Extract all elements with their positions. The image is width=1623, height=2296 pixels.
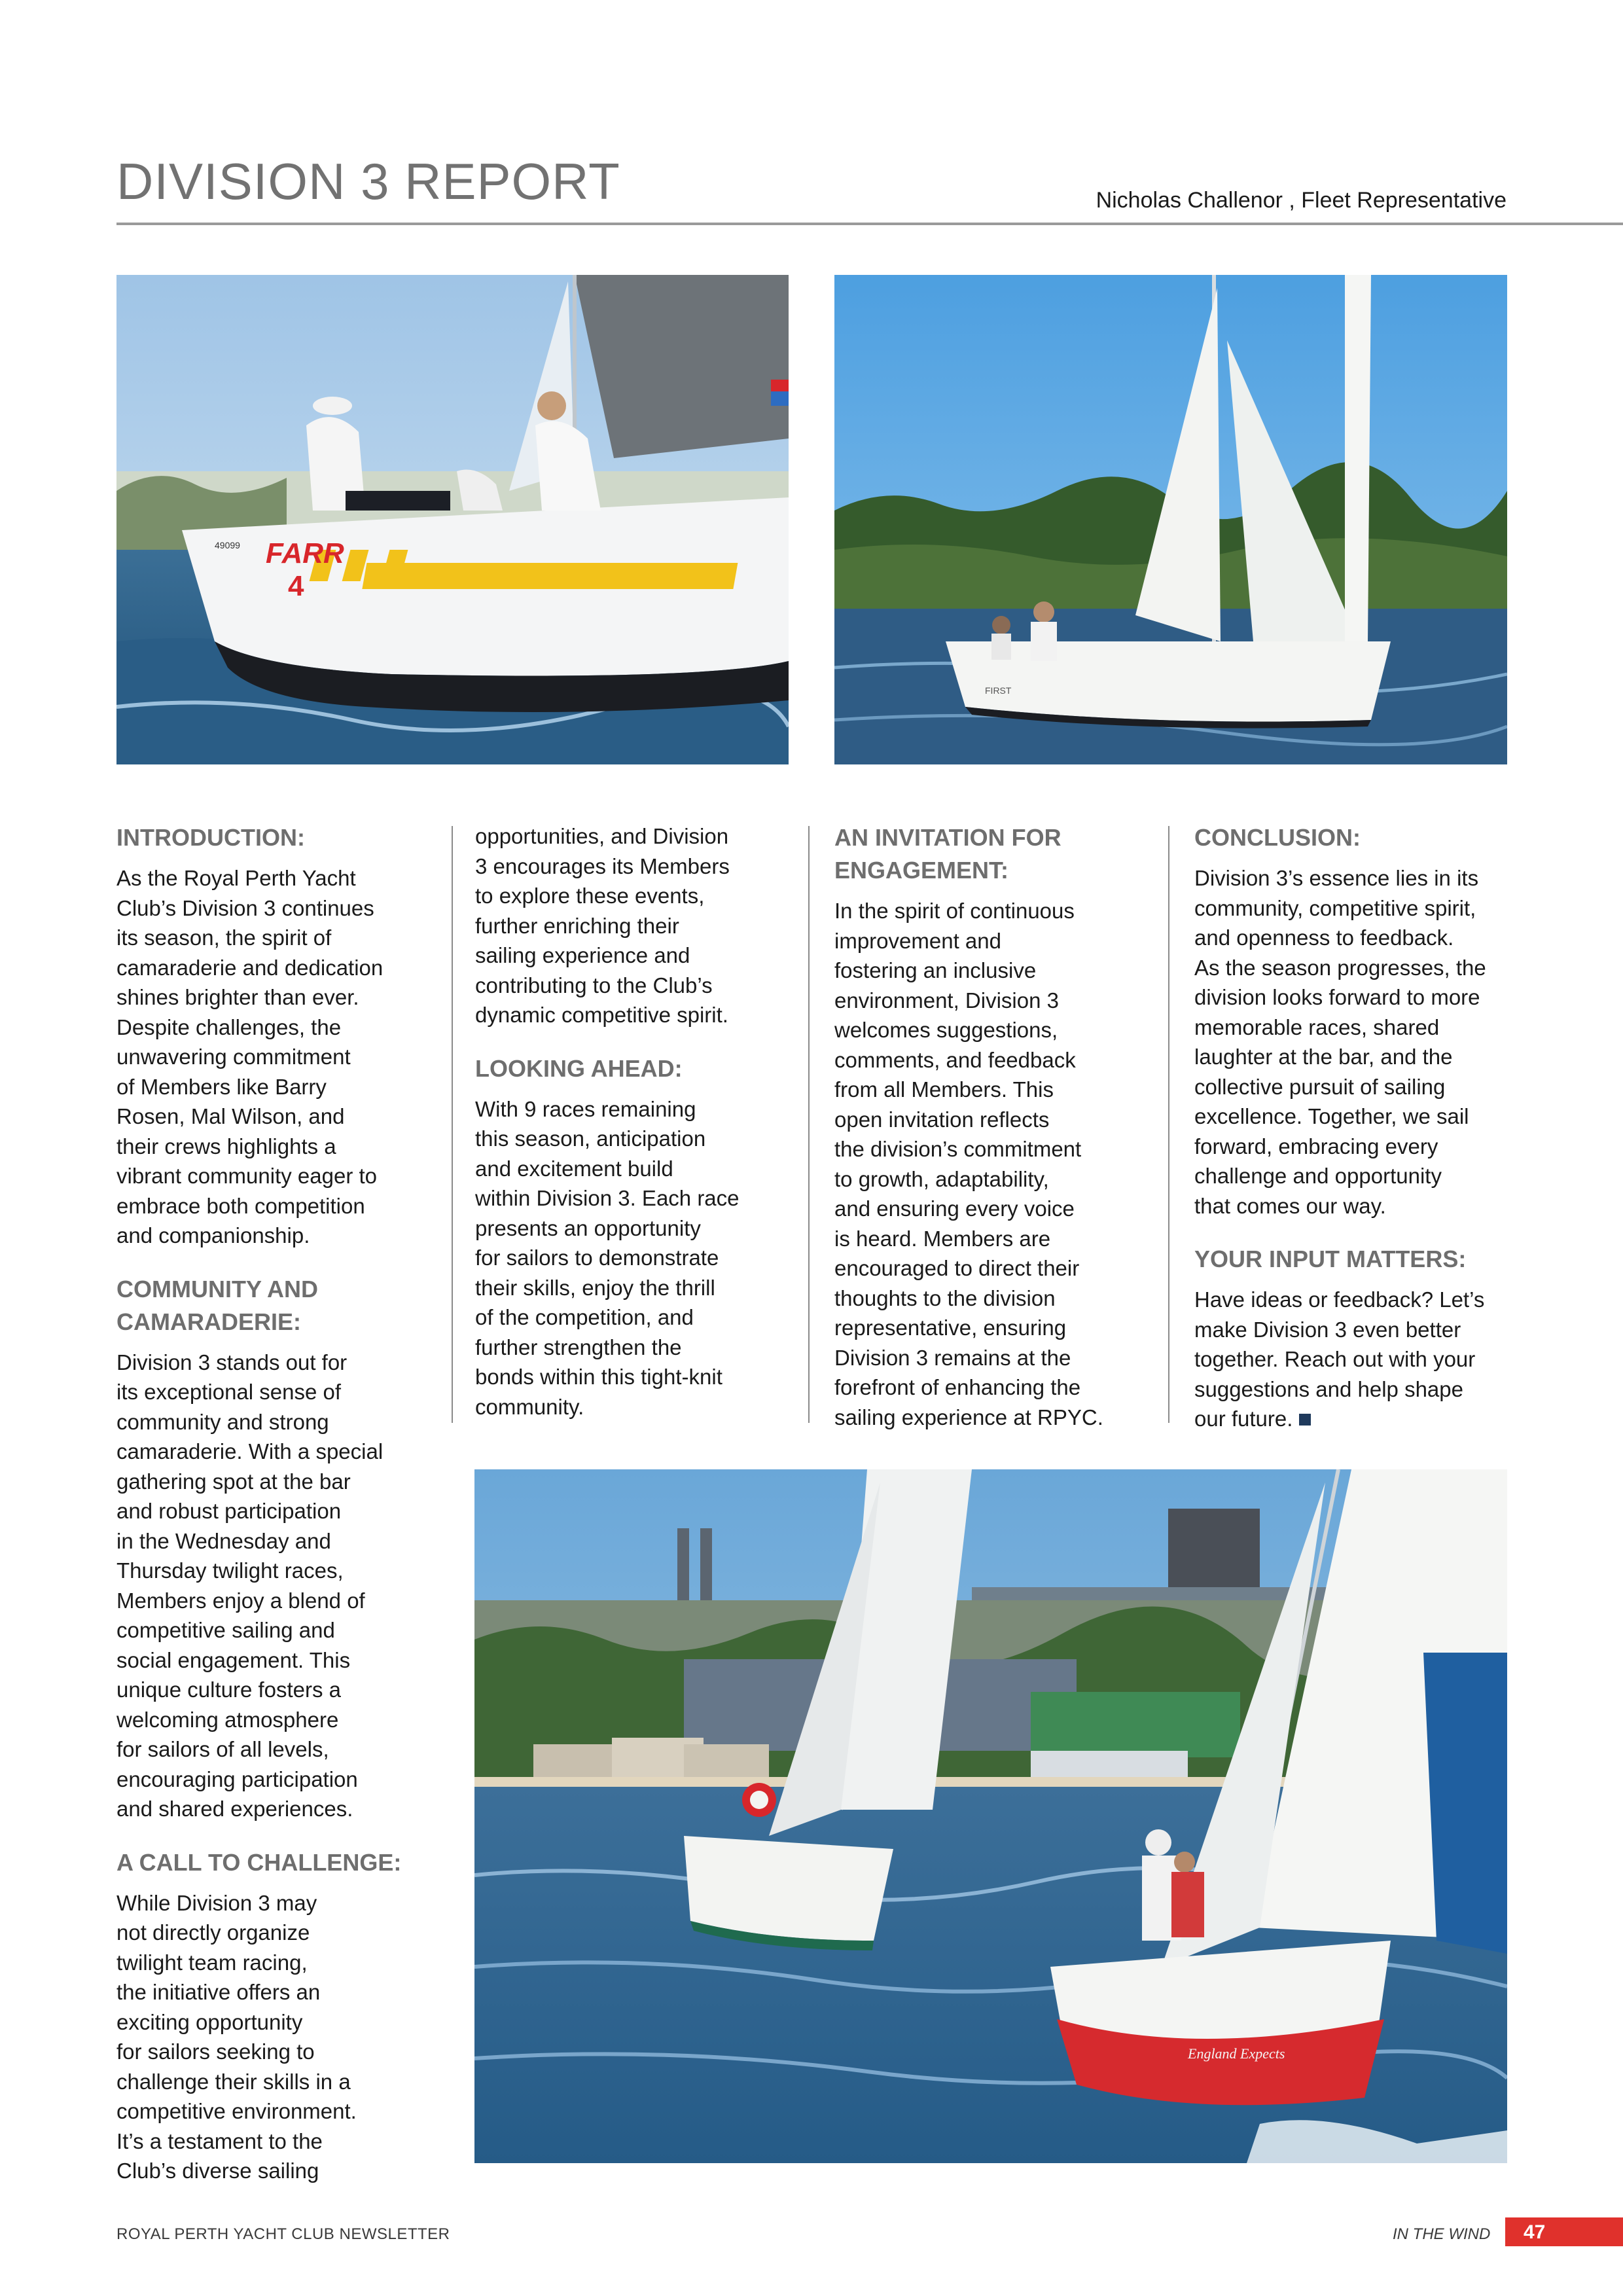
hull-text-first: FIRST <box>985 685 1012 696</box>
column-2 <box>475 821 783 1422</box>
sail-number: 49099 <box>215 540 240 550</box>
hull-text-england-expects: England Expects <box>1188 2045 1285 2062</box>
page-number-badge <box>1505 2217 1623 2246</box>
text-challenge-continued: opportunities, and Division 3 encourages its Members to explore these events, further enriching their sailing experience and contributing to the Club’s dynamic competitive spirit. <box>475 824 730 1027</box>
page-title: DIVISION 3 REPORT <box>116 152 620 210</box>
text-introduction: As the Royal Perth Yacht Club’s Division 3 continues its season, the spirit of camaraderie and dedication shines brighter than ever. Despite challenges, the unwavering commitment of Members like Barry Rosen, Mal Wilson, and their crews highlights a vibrant community eager to embrace both competition and companionship. <box>116 866 383 1247</box>
hull-number: 4 <box>288 570 304 602</box>
column-divider-1 <box>452 826 453 1423</box>
page-number: 47 <box>1524 2221 1546 2243</box>
photo-farr-yacht <box>116 275 789 764</box>
photo-racing-yachts <box>474 1469 1507 2163</box>
footer-newsletter-name: ROYAL PERTH YACHT CLUB NEWSLETTER <box>116 2225 450 2243</box>
heading-community: COMMUNITY AND CAMARADERIE: <box>116 1275 318 1335</box>
heading-challenge: A CALL TO CHALLENGE: <box>116 1848 402 1876</box>
text-invitation: In the spirit of continuous improvement and fostering an inclusive environment, Division 3 welcomes suggestions, comments, and feedback from all Members. This open invitation reflects the division’s commitment to growth, adaptability, and ensuring every voice is heard. Members are encouraged to direct their thoughts to the division representative, ensuring Division 3 remains at the forefront of enhancing the sailing experience at RPYC. <box>834 899 1103 1429</box>
column-4 <box>1194 821 1508 1434</box>
heading-input-matters: YOUR INPUT MATTERS: <box>1194 1246 1467 1272</box>
heading-introduction: INTRODUCTION: <box>116 824 305 851</box>
column-1 <box>116 821 418 2186</box>
text-community: Division 3 stands out for its exceptional sense of community and strong camaraderie. With a special gathering spot at the bar and robust participation in the Wednesday and Thursday twilight races, Members enjoy a blend of competitive sailing and social engagement. This unique culture fosters a welcoming atmosphere for sailors of all levels, encouraging participation and shared experiences. <box>116 1350 383 1821</box>
text-conclusion: Division 3’s essence lies in its community, competitive spirit, and openness to feedback. As the season progresses, the division looks forward to more memorable races, shared laughter at the bar, and the collective pursuit of sailing excellence. Together, we sail forward, embracing every challenge and opportunity that comes our way. <box>1194 866 1486 1218</box>
input-matters-paragraph <box>1194 1285 1508 1434</box>
footer-publication-name: IN THE WIND <box>1393 2225 1491 2243</box>
heading-conclusion: CONCLUSION: <box>1194 824 1361 851</box>
heading-invitation: AN INVITATION FOR ENGAGEMENT: <box>834 824 1061 884</box>
author-byline: Nicholas Challenor , Fleet Representative <box>1096 188 1507 213</box>
photo-first-yacht <box>834 275 1507 764</box>
column-3 <box>834 821 1142 1432</box>
text-looking-ahead: With 9 races remaining this season, anticipation and excitement build within Division 3. Each race presents an opportunity for sailors to demonstrate their skills, enjoy the thrill of the competition, and further strengthen the bonds within this tight-knit community. <box>475 1096 740 1419</box>
title-rule <box>116 223 1623 225</box>
heading-looking-ahead: LOOKING AHEAD: <box>475 1054 683 1082</box>
text-challenge: While Division 3 may not directly organize twilight team racing, the initiative offers an exciting opportunity for sailors seeking to challenge their skills in a competitive environment. It’s a testament to the Club’s diverse sailing <box>116 1890 357 2183</box>
hull-text-farr: FARR <box>266 537 344 569</box>
text-input-matters: Have ideas or feedback? Let’s make Division 3 even better together. Reach out with your suggestions and help shape our future. <box>1194 1287 1485 1431</box>
column-divider-3 <box>1168 826 1169 1423</box>
end-mark-icon <box>1299 1414 1311 1426</box>
column-divider-2 <box>808 826 810 1423</box>
